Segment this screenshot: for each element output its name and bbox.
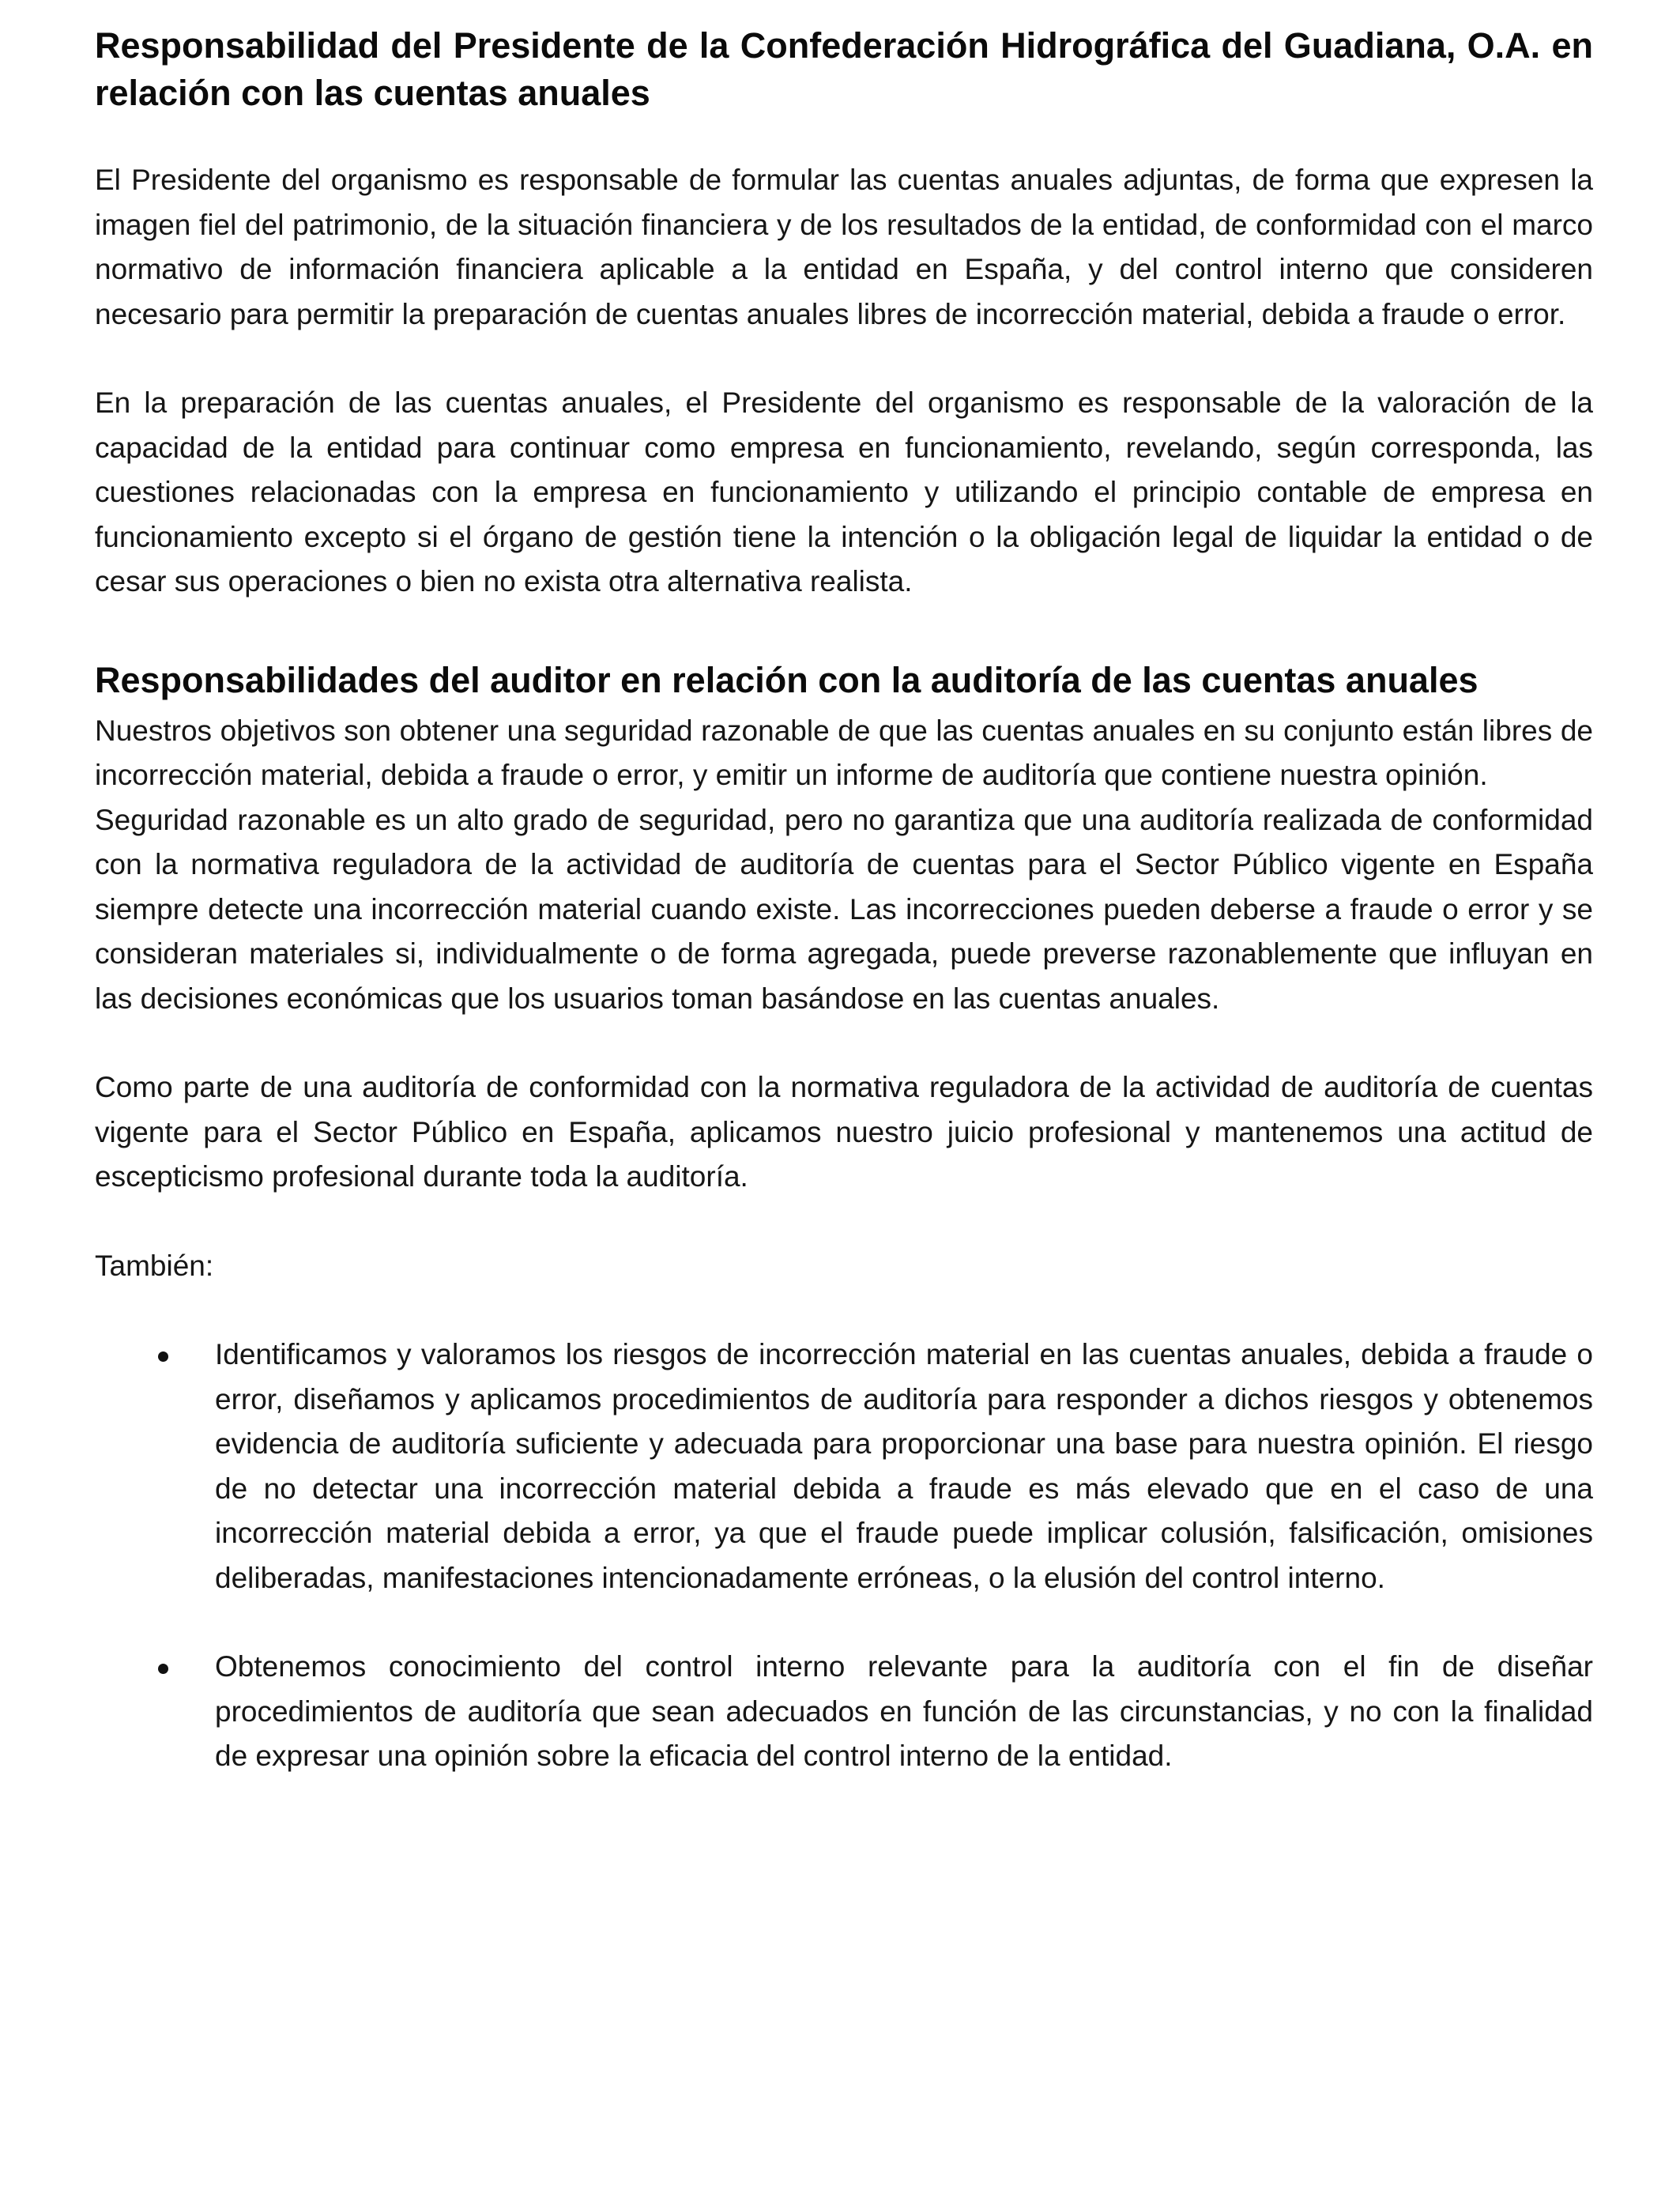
bullet-icon xyxy=(158,1664,168,1674)
paragraph-objectives: Nuestros objetivos son obtener una seguridad razonable de que las cuentas anuales en su conjunto están libres de incorrección material, debida a fraude o error, y emitir un informe de auditoría que contiene nuestra opinión. xyxy=(95,714,1593,791)
list-item xyxy=(95,1333,1593,1600)
section-heading-president: Responsabilidad del Presidente de la Confederación Hidrográfica del Guadiana, O.A. en relación con las cuentas anuales xyxy=(95,25,1593,113)
paragraph-going-concern: En la preparación de las cuentas anuales, el Presidente del organismo es responsable de la valoración de la capacidad de la entidad para continuar como empresa en funcionamiento, revelando, según corresponda, las cuestiones relacionadas con la empresa en funcionamiento y utilizando el principio contable de empresa en funcionamiento excepto si el órgano de gestión tiene la intención o la obligación legal de liquidar la entidad o de cesar sus operaciones o bien no exista otra alternativa realista. xyxy=(95,386,1593,598)
bullet-list xyxy=(95,1333,1593,1779)
bullet-icon xyxy=(158,1351,168,1362)
section-heading-auditor: Responsabilidades del auditor en relación con la auditoría de las cuentas anuales xyxy=(95,659,1478,700)
bullet-text-risk-assessment: Identificamos y valoramos los riesgos de incorrección material en las cuentas anuales, debida a fraude o error, diseñamos y aplicamos procedimientos de auditoría para responder a dichos riesgos y obtenemos evidencia de auditoría suficiente y adecuada para proporcionar una base para nuestra opinión. El riesgo de no detectar una incorrección material debida a fraude es más elevado que en el caso de una incorrección material debida a error, ya que el fraude puede implicar colusión, falsificación, omisiones deliberadas, manifestaciones intencionadamente erróneas, o la elusión del control interno. xyxy=(215,1338,1593,1594)
document-page xyxy=(95,22,1593,1779)
paragraph-reasonable-assurance: Seguridad razonable es un alto grado de seguridad, pero no garantiza que una auditoría realizada de conformidad con la normativa reguladora de la actividad de auditoría de cuentas para el Sector Público vigente en España siempre detecte una incorrección material cuando existe. Las incorrecciones pueden deberse a fraude o error y se consideran materiales si, individualmente o de forma agregada, puede preverse razonablemente que influyan en las decisiones económicas que los usuarios toman basándose en las cuentas anuales. xyxy=(95,803,1593,1015)
paragraph-professional-judgment: Como parte de una auditoría de conformidad con la normativa reguladora de la actividad de auditoría de cuentas vigente para el Sector Público en España, aplicamos nuestro juicio profesional y mantenemos una actitud de escepticismo profesional durante toda la auditoría. xyxy=(95,1071,1593,1193)
bullet-text-internal-control: Obtenemos conocimiento del control interno relevante para la auditoría con el fin de diseñar procedimientos de auditoría que sean adecuados en función de las circunstancias, y no con la finalidad de expresar una opinión sobre la eficacia del control interno de la entidad. xyxy=(215,1650,1593,1772)
paragraph-president-responsibility: El Presidente del organismo es responsable de formular las cuentas anuales adjuntas, de forma que expresen la imagen fiel del patrimonio, de la situación financiera y de los resultados de la entidad, de conformidad con el marco normativo de información financiera aplicable a la entidad en España, y del control interno que consideren necesario para permitir la preparación de cuentas anuales libres de incorrección material, debida a fraude o error. xyxy=(95,164,1593,330)
paragraph-also: También: xyxy=(95,1249,214,1282)
list-item xyxy=(95,1645,1593,1779)
